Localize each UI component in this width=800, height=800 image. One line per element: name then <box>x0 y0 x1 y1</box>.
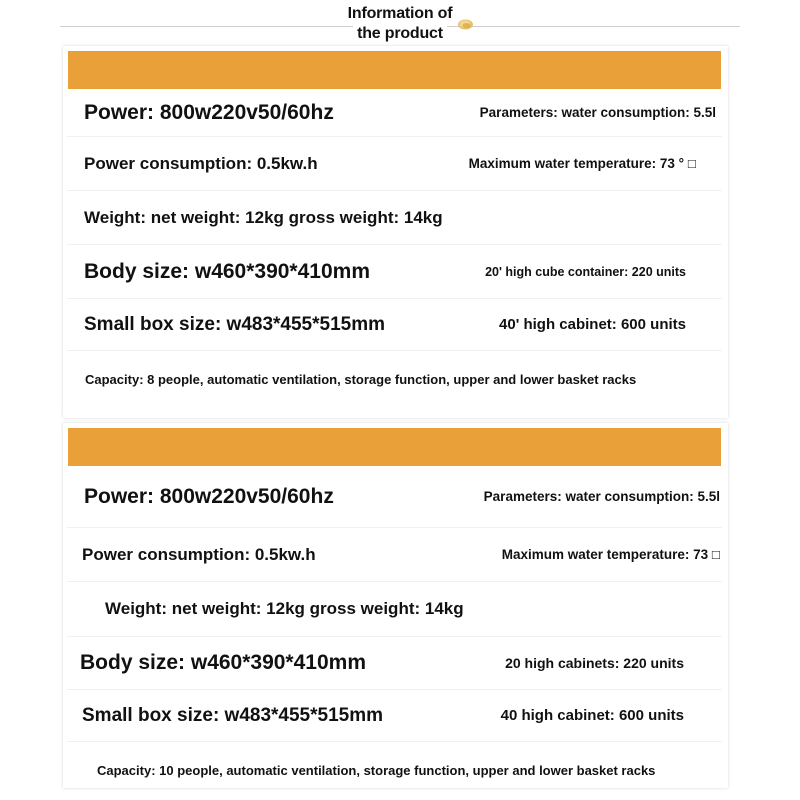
spec-label: Weight: net weight: 12kg gross weight: 14kg <box>84 207 443 227</box>
page-title-line-1: Information of <box>344 4 457 24</box>
table-row <box>67 690 722 742</box>
diamond-ornament-icon <box>457 18 474 31</box>
spec-value: Parameters: water consumption: 5.5l <box>479 105 716 120</box>
table-row <box>67 89 722 137</box>
spec-label: Capacity: 8 people, automatic ventilation, storage function, upper and lower basket racks <box>85 371 637 387</box>
spec-value: 20' high cube container: 220 units <box>485 264 686 279</box>
spec-label: Power: 800w220v50/60hz <box>84 100 334 124</box>
table-row <box>67 191 722 245</box>
spec-label: Capacity: 10 people, automatic ventilation, storage function, upper and lower basket racks <box>97 762 656 778</box>
page-title-band <box>0 0 800 46</box>
spec-label: Body size: w460*390*410mm <box>80 651 366 674</box>
spec-label: Weight: net weight: 12kg gross weight: 14kg <box>105 599 464 618</box>
page-title <box>0 4 800 43</box>
table-row <box>67 637 722 690</box>
spec-value: 40' high cabinet: 600 units <box>499 316 686 333</box>
spec-label: Small box size: w483*455*515mm <box>84 313 386 335</box>
spec-label: Power consumption: 0.5kw.h <box>82 544 316 564</box>
spec-card-1-header-bar <box>68 51 721 89</box>
spec-value: Maximum water temperature: 73 ° □ <box>468 156 696 171</box>
spec-value: 20 high cabinets: 220 units <box>505 655 684 671</box>
table-row <box>67 299 722 351</box>
spec-card-2-rows <box>63 466 728 798</box>
spec-value: 40 high cabinet: 600 units <box>500 707 684 724</box>
table-row <box>67 528 722 582</box>
table-row <box>67 582 722 637</box>
spec-card-1 <box>63 46 728 418</box>
spec-card-2-header-bar <box>68 428 721 466</box>
spec-value: Maximum water temperature: 73 □ <box>501 547 720 562</box>
spec-label: Body size: w460*390*410mm <box>84 259 370 283</box>
spec-value: Parameters: water consumption: 5.5l <box>483 489 720 504</box>
table-row <box>67 466 722 528</box>
table-row <box>67 137 722 191</box>
table-row <box>67 351 722 407</box>
page-title-line-2: the product <box>353 24 447 44</box>
spec-card-1-rows <box>63 89 728 407</box>
spec-label: Small box size: w483*455*515mm <box>82 704 384 726</box>
spec-label: Power: 800w220v50/60hz <box>84 484 334 508</box>
spec-label: Power consumption: 0.5kw.h <box>84 153 318 173</box>
table-row <box>67 245 722 299</box>
spec-card-2 <box>63 423 728 788</box>
table-row <box>67 742 722 798</box>
